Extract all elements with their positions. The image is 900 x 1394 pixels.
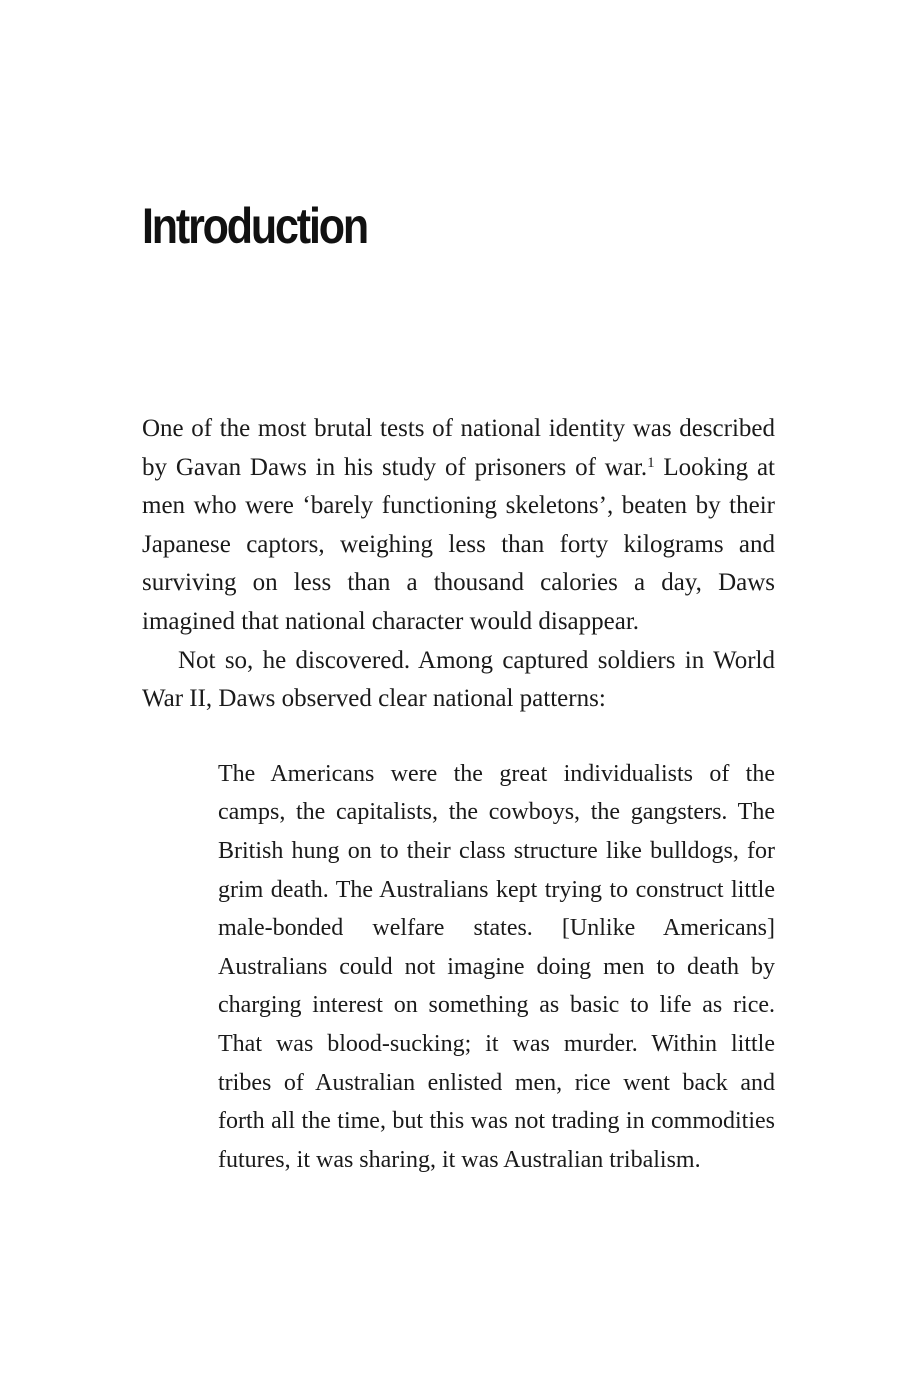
footnote-marker[interactable]: 1 bbox=[647, 454, 655, 471]
paragraph-1 bbox=[142, 410, 775, 642]
paragraph-1-text: One of the most brutal tests of national identity was described by Gavan Daws in his study of prisoners of war. bbox=[142, 415, 775, 481]
paragraph-2: Not so, he discovered. Among captured soldiers in World War II, Daws observed clear national patterns: bbox=[142, 646, 775, 713]
paragraph-1-continued: Looking at men who were ‘barely functioning skeletons’, beaten by their Japanese captors, weighing less than forty kilograms and surviving on less than a thousand calories a day, Daws imagined that national character would disappear. bbox=[142, 453, 775, 635]
chapter-body bbox=[142, 410, 775, 1179]
block-quote: The Americans were the great individualists of the camps, the capitalists, the cowboys, the gangsters. The British hung on to their class structure like bulldogs, for grim death. The Australians kept trying to construct little male-bonded welfare states. [Unlike Americans] Australians could not imagine doing men to death by charging interest on something as basic to life as rice. That was blood-sucking; it was murder. Within little tribes of Australian enlisted men, rice went back and forth all the time, but this was not trading in commodities futures, it was sharing, it was Australian tribalism. bbox=[218, 760, 775, 1173]
chapter-title: Introduction bbox=[142, 198, 367, 254]
